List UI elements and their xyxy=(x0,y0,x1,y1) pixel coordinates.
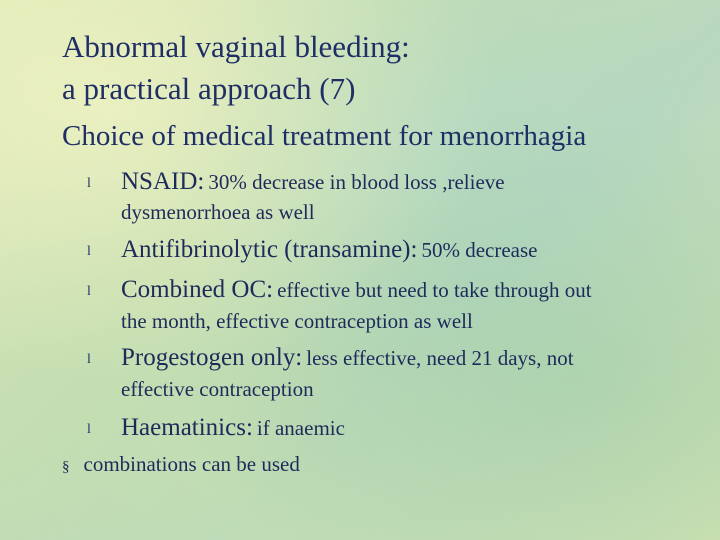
bullet-term: NSAID: xyxy=(121,168,205,195)
footer-text: combinations can be used xyxy=(83,452,300,476)
slide-title xyxy=(62,26,410,110)
bullet-detail: if anaemic xyxy=(256,416,345,440)
bullet-continuation: dysmenorrhoea as well xyxy=(121,200,315,224)
bullet-marker: l xyxy=(87,422,91,437)
bullet-term: Antifibrinolytic (transamine): xyxy=(121,236,418,263)
footer-item xyxy=(62,452,300,477)
bullet-term: Haematinics: xyxy=(121,414,253,441)
bullet-marker: l xyxy=(87,244,91,259)
section-marker: § xyxy=(62,459,70,475)
title-line-2: a practical approach (7) xyxy=(62,71,356,106)
slide-subtitle: Choice of medical treatment for menorrhagia xyxy=(62,120,587,152)
bullet-detail: 50% decrease xyxy=(421,238,538,262)
bullet-detail: less effective, need 21 days, not xyxy=(306,346,574,370)
bullet-detail: effective but need to take through out xyxy=(277,278,592,302)
bullet-marker: l xyxy=(87,352,91,367)
bullet-term: Progestogen only: xyxy=(121,344,303,371)
bullet-continuation: effective contraception xyxy=(121,377,314,401)
bullet-term: Combined OC: xyxy=(121,276,274,303)
bullet-marker: l xyxy=(87,284,91,299)
bullet-continuation: the month, effective contraception as well xyxy=(121,309,473,333)
bullet-detail: 30% decrease in blood loss ,relieve xyxy=(208,170,505,194)
bullet-marker: l xyxy=(87,176,91,191)
title-line-1: Abnormal vaginal bleeding: xyxy=(62,29,410,64)
